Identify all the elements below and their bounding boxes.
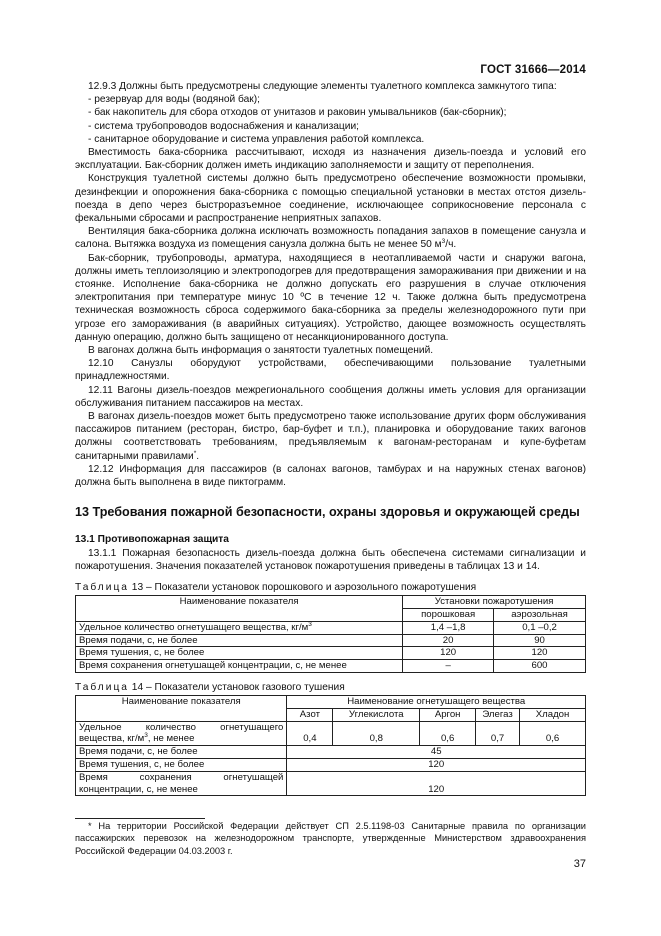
table-header: Азот [287,708,333,721]
table-header: Хладон [520,708,586,721]
table-row [76,759,586,772]
table-header: аэрозольная [494,608,586,621]
table-row [76,647,586,660]
footnote-divider [75,818,205,819]
table-cell: Время подачи, с, не более [76,634,403,647]
table-cell: 45 [287,746,586,759]
table-cell: 120 [287,771,586,796]
table-cell: 20 [403,634,494,647]
paragraph-occupancy: В вагонах должна быть информация о занятости туалетных помещений. [88,345,434,357]
section-title: 13 Требования пожарной безопасности, охраны здоровья и окружающей среды [75,505,580,520]
list-item: - санитарное оборудование и система управления работой комплекса. [88,133,425,145]
table-header: Углекислота [333,708,420,721]
table-row [76,771,586,796]
list-item: - бак накопитель для сбора отходов от унитазов и раковин умывальников (бак-сборник); [88,107,507,119]
paragraph-13-1-1: 13.1.1 Пожарная безопасность дизель-поезда должна быть обеспечена системами сигнализации и пожаротушения. Значения показателей установок пожаротушения приведены в таблицах 13 и 14. [75,547,586,572]
paragraph-12-10: 12.10 Санузлы оборудуют устройствами, обеспечивающими пользование туалетными принадлежностями. [75,358,586,383]
table-cell: 120 [403,647,494,660]
table-cell: 90 [494,634,586,647]
standard-code: ГОСТ 31666—2014 [480,64,586,76]
footnote: * На территории Российской Федерации действует СП 2.5.1198-03 Санитарные правила по организации пассажирских перевозок на железнодорожном транспорте, утвержденные Министерством здравоохранения Российской Федерации 04.03.2003 г. [75,821,586,856]
table-cell: 0,8 [333,721,420,746]
list-item: - резервуар для воды (водяной бак); [88,94,260,106]
list-item: - система трубопроводов водоснабжения и канализации; [88,120,359,132]
table-header: Наименование показателя [76,596,403,622]
table-cell: 120 [287,759,586,772]
table-13-caption: Таблица 13 – Показатели установок порошкового и аэрозольного пожаротушения [75,581,477,593]
table-row [76,634,586,647]
table-row [76,721,586,746]
table-cell: Удельное количество огнетушащего вещества, $кг/м^3$ [76,621,403,634]
table-cell: Время тушения, с, не более [76,647,403,660]
table-header: Элегаз [476,708,520,721]
table-cell: 1,4 –1,8 [403,621,494,634]
table-cell: 0,7 [476,721,520,746]
table-row [76,746,586,759]
table-cell: Удельное количество огнетушащего вещества, $кг/м^3$, не менее [76,721,287,746]
page-number: 37 [573,858,586,870]
table-header: Наименование огнетушащего вещества [287,696,586,709]
table-header: Аргон [420,708,476,721]
table-cell: 0,4 [287,721,333,746]
table-cell: – [403,660,494,673]
table-row [76,621,586,634]
table-cell: Время сохранения огнетушащей концентрации, с, не менее [76,771,287,796]
table-cell: 120 [494,647,586,660]
paragraph-insulation: Бак-сборник, трубопроводы, арматура, находящиеся в неотапливаемой части и снаружи вагона, должны иметь теплоизоляцию и электроподогрев для предотвращения замораживания при движении и на стоянке. Исполнение бака-сборника не должно допускать его разрушения в случае отключения электропитания при температуре минус 10 ºС в течение 12 ч. Также должна быть предусмотрена техническая возможность сброса содержимого бака-сборника за пределы железнодорожного пути при угрозе его замораживания (в аварийных ситуациях). Устройство, дающее возможность осуществлять данную операцию, должно быть защищено от несанкционированного доступа. [75,252,586,343]
paragraph-12-12: 12.12 Информация для пассажиров (в салонах вагонов, тамбурах и на наружных стенах вагонов) должна быть выполнена в виде пиктограмм. [75,463,586,489]
table-13 [75,595,586,673]
table-header: Установки пожаротушения [403,596,586,609]
paragraph-12-9-3: 12.9.3 Должны быть предусмотрены следующие элементы туалетного комплекса замкнутого типа: [88,81,557,92]
paragraph-ventilation: Вентиляция бака-сборника должна исключать возможность попадания запахов в помещение санузла и салона. Вытяжка воздуха из помещения санузла должна быть не менее 50 $м^3/ч$. [75,226,586,251]
paragraph-catering: В вагонах дизель-поездов может быть предусмотрено также использование других форм обслуживания пассажиров питанием (ресторан, бистро, бар-буфет и т.п.), планировка и оборудование таких вагонов должны соответствовать требованиям, предъявляемым к вагонам-ресторанам и купе-буфетам санитарными правилами*. [75,411,586,462]
table-cell: Время тушения, с, не более [76,759,287,772]
table-cell: 0,6 [520,721,586,746]
table-cell: Время подачи, с, не более [76,746,287,759]
paragraph-construction: Конструкция туалетной системы должно быть предусмотрено обеспечение возможности промывки, дезинфекции и опорожнения бака-сборника с помощью специальной установки в местах отстоя дизель-поезда в депо через быстроразъемное соединение, исключающее соприкосновение персонала с фекальными сбросами и распространение неприятных запахов. [75,173,586,225]
page-body [75,80,586,796]
table-header: Наименование показателя [76,696,287,722]
table-cell: 600 [494,660,586,673]
subsection-title: 13.1 Противопожарная защита [75,534,229,546]
table-cell: 0,1 –0,2 [494,621,586,634]
paragraph-12-11: 12.11 Вагоны дизель-поездов межрегионального сообщения должны иметь условия для организации обслуживания питанием пассажиров на местах. [75,384,586,409]
paragraph-capacity: Вместимость бака-сборника рассчитывают, исходя из назначения дизель-поезда и условий его эксплуатации. Бак-сборник должен иметь индикацию заполняемости и защиту от переполнения. [75,147,586,172]
table-14-caption: Таблица 14 – Показатели установок газового тушения [75,681,345,693]
table-row [76,660,586,673]
table-14 [75,695,586,796]
table-cell: 0,6 [420,721,476,746]
table-header: порошковая [403,608,494,621]
table-cell: Время сохранения огнетушащей концентрации, с, не менее [76,660,403,673]
